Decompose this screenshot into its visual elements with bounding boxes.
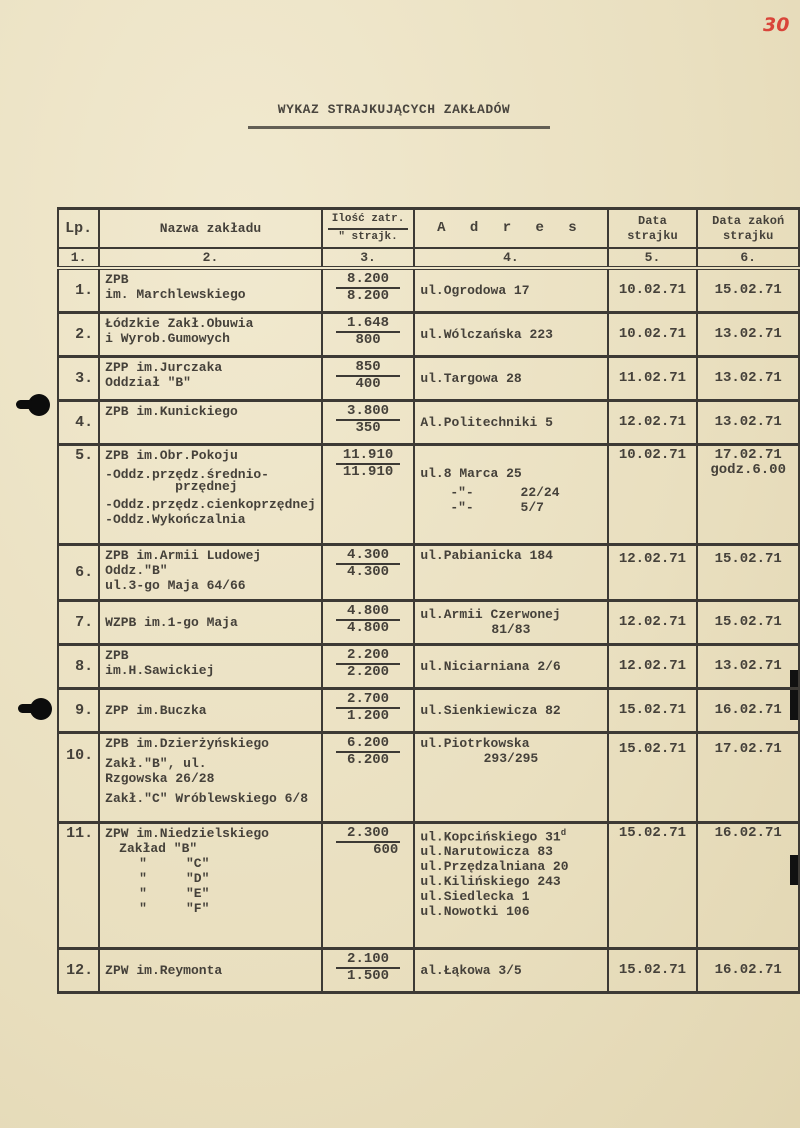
striking-count: 11.910 [342,463,394,480]
factory-name [99,400,322,444]
name-line: ZPW im.Niedzielskiego [105,825,269,841]
address-line: Al.Politechniki 5 [420,414,553,430]
address-line: ul.Pabianicka 184 [420,547,553,563]
employed-count: 6.200 [336,736,401,753]
factory-name [99,600,322,644]
name-line: " "E" [139,885,210,901]
factory-name [99,822,322,948]
address [414,356,607,400]
strike-end-date: 13.02.71 [697,644,799,688]
employee-count [322,732,415,822]
striking-count: 600 [373,841,399,858]
address [414,644,607,688]
name-line: ZPB im.Obr.Pokoju [105,447,238,463]
table-row [58,948,799,992]
name-line: ZPP im.Jurczaka [105,359,223,375]
employee-count [322,822,415,948]
strike-start-date: 15.02.71 [608,688,698,732]
row-number: 8. [58,644,99,688]
column-number: 1. [58,248,99,268]
address [414,312,607,356]
table-row [58,822,799,948]
employee-count [322,644,415,688]
address-line: ul.Wólczańska 223 [420,326,553,342]
address-line: ul.Siedlecka 1 [420,888,530,904]
row-number: 6. [58,544,99,600]
name-line: Zakł."B", ul. [105,755,207,771]
address [414,948,607,992]
end-time-note: godz.6.00 [710,461,786,478]
name-line: Zakład "B" [119,840,198,856]
name-line: Zakł."C" Wróblewskiego 6/8 [105,790,308,806]
address [414,268,607,312]
address-superscript: d [560,827,567,838]
address-line: ul.Armii Czerwonej [420,607,561,622]
address-line: -"- 22/24 [450,484,560,500]
name-line: " "F" [139,900,210,916]
strike-end-date: 13.02.71 [697,400,799,444]
employed-count: 850 [336,360,401,377]
name-line: przędnej [175,478,238,494]
employed-count: 2.300 [336,826,401,843]
address-line [420,448,601,466]
header-lp: Lp. [58,209,99,249]
striking-count: 6.200 [347,751,390,768]
name-line: Oddział "B" [105,374,191,390]
column-number: 6. [697,248,799,268]
name-line: ZPW im.Reymonta [105,962,223,978]
header-end-date: Data zakoń strajku [697,209,799,249]
employed-count: 2.700 [336,692,401,709]
table-row [58,312,799,356]
row-number: 1. [58,268,99,312]
name-line: " "C" [139,855,210,871]
header-name: Nazwa zakładu [99,209,322,249]
punch-hole-bottom [30,698,52,720]
header-quantity-employed: Ilość zatr. [328,212,409,230]
header-start-date: Data strajku [608,209,698,249]
employed-count: 8.200 [336,272,401,289]
page-number: 30 [763,14,790,36]
name-line: -Oddz.przędz.cienkoprzędnej [105,496,316,512]
column-number: 4. [414,248,607,268]
row-number: 4. [58,400,99,444]
punch-hole-top [28,394,50,416]
header-quantity [322,209,415,249]
name-line: Łódzkie Zakł.Obuwia [105,315,254,331]
table-row [58,644,799,688]
employee-count [322,544,415,600]
strike-end-date: 13.02.71 [697,356,799,400]
factory-name [99,948,322,992]
strike-start-date: 10.02.71 [608,312,698,356]
address-line: ul.Nowotki 106 [420,903,530,919]
factory-name [99,268,322,312]
address-line: 293/295 [483,750,539,766]
address-line: ul.8 Marca 25 [420,465,522,481]
employee-count [322,948,415,992]
strike-start-date: 11.02.71 [608,356,698,400]
strike-end-date: 16.02.71 [697,822,799,948]
address-line: ul.Narutowicza 83 [420,843,553,859]
table-row [58,356,799,400]
name-line: ZPB [105,647,129,663]
table-row [58,544,799,600]
striking-count: 8.200 [347,288,390,304]
row-number: 9. [58,688,99,732]
employee-count [322,268,415,312]
employed-count: 2.100 [336,952,401,969]
document-title: WYKAZ STRAJKUJĄCYCH ZAKŁADÓW [277,102,511,117]
table-row [58,444,799,544]
strike-end-date: 13.02.71 [697,312,799,356]
name-line: Oddz."B" [105,562,168,578]
header-row [58,209,799,249]
employee-count [322,600,415,644]
strike-end-date: 15.02.71 [697,268,799,312]
striking-count: 1.500 [347,967,390,984]
strike-start-date: 12.02.71 [608,544,698,600]
table-row [58,400,799,444]
employee-count [322,688,415,732]
striking-count: 400 [355,375,381,392]
header-address: A d r e s [414,209,607,249]
name-line: ZPP im.Buczka [105,702,207,718]
strike-start-date: 10.02.71 [608,268,698,312]
factory-name [99,644,322,688]
employee-count [322,356,415,400]
name-line: i Wyrob.Gumowych [105,330,230,346]
name-line: im.H.Sawickiej [105,662,215,678]
header-quantity-striking: " strajk. [338,231,398,243]
name-line: Rzgowska 26/28 [105,770,215,786]
row-number: 12. [58,948,99,992]
name-line: ZPB im.Kunickiego [105,403,238,419]
strike-start-date: 15.02.71 [608,948,698,992]
address-text: ul.Kopcińskiego 31 [420,828,561,844]
strikes-table [57,207,800,994]
address-line: 81/83 [491,622,531,637]
strike-end-date: 15.02.71 [697,600,799,644]
name-line: ZPB [105,272,129,287]
employee-count [322,312,415,356]
striking-count: 800 [355,331,381,348]
title-underline [248,126,550,129]
striking-count: 4.800 [347,619,390,636]
strike-end-date [697,444,799,544]
address-line: ul.Kilińskiego 243 [420,873,561,889]
employee-count [322,400,415,444]
factory-name [99,544,322,600]
striking-count: 4.300 [347,563,390,580]
row-number: 5. [58,444,99,544]
employed-count: 4.800 [336,604,401,621]
address [414,400,607,444]
row-number: 2. [58,312,99,356]
factory-name [99,688,322,732]
address [414,822,607,948]
column-number: 5. [608,248,698,268]
employee-count [322,444,415,544]
strike-end-date: 15.02.71 [697,544,799,600]
row-number: 10. [58,732,99,822]
employed-count: 3.800 [336,404,401,421]
address-line: ul.Targowa 28 [420,370,522,386]
column-number: 2. [99,248,322,268]
address-line: ul.Piotrkowska [420,735,530,751]
factory-name [99,444,322,544]
striking-count: 1.200 [347,707,390,724]
name-line: -Oddz.przędz.średnio- [105,466,269,482]
factory-name [99,732,322,822]
strike-start-date: 15.02.71 [608,732,698,822]
name-line: ZPB im.Dzierżyńskiego [105,735,269,751]
strike-start-date: 12.02.71 [608,600,698,644]
employed-count: 11.910 [336,448,401,465]
strike-start-date: 15.02.71 [608,822,698,948]
striking-count: 2.200 [347,663,390,680]
address [414,732,607,822]
column-number: 3. [322,248,415,268]
name-line: -Oddz.Wykończalnia [105,511,246,527]
strike-start-date: 12.02.71 [608,400,698,444]
strike-start-date: 12.02.71 [608,644,698,688]
address [414,544,607,600]
strike-start-date: 10.02.71 [608,444,698,544]
strike-end-date: 17.02.71 [697,732,799,822]
address-line: ul.Niciarniana 2/6 [420,658,561,674]
address [414,444,607,544]
row-number: 7. [58,600,99,644]
factory-name [99,312,322,356]
address-line: al.Łąkowa 3/5 [420,962,522,978]
row-number: 3. [58,356,99,400]
address-line: ul.Ogrodowa 17 [420,282,530,298]
address [414,600,607,644]
name-line: " "D" [139,870,210,886]
row-number: 11. [58,822,99,948]
address [414,688,607,732]
employed-count: 2.200 [336,648,401,665]
table-row [58,732,799,822]
address-line [420,826,601,844]
factory-name [99,356,322,400]
address-line: ul.Sienkiewicza 82 [420,702,561,718]
striking-count: 350 [355,419,381,436]
table-row [58,600,799,644]
name-line: im. Marchlewskiego [105,287,246,302]
table-row [58,268,799,312]
name-line: WZPB im.1-go Maja [105,614,238,630]
address-line: -"- 5/7 [450,499,544,515]
column-number-row [58,248,799,268]
name-line: ZPB im.Armii Ludowej [105,547,262,563]
strike-end-date: 16.02.71 [697,948,799,992]
strike-end-date: 16.02.71 [697,688,799,732]
name-line: ul.3-go Maja 64/66 [105,577,246,593]
employed-count: 4.300 [336,548,401,565]
table-row [58,688,799,732]
address-line: ul.Przędzalniana 20 [420,858,569,874]
employed-count: 1.648 [336,316,401,333]
end-date-value: 17.02.71 [714,446,782,463]
